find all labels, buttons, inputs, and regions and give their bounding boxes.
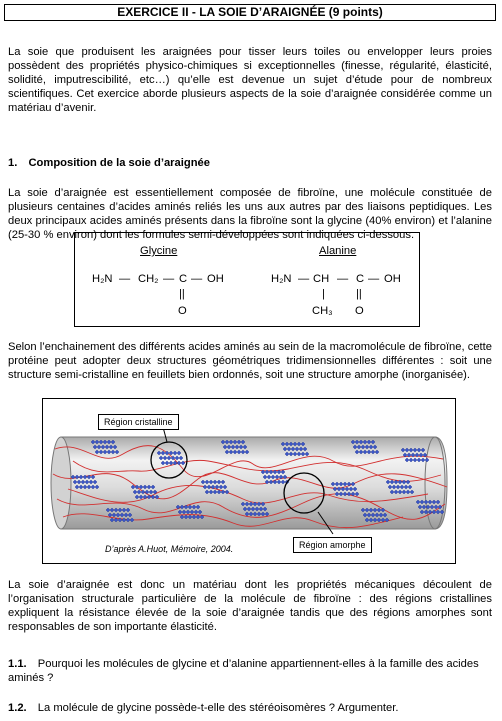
sheet-cluster <box>261 470 289 484</box>
composition-paragraph: La soie d’araignée est essentiellement composée de fibroïne, une molécule constituée de plusieurs centaines d’acides aminés reliés les uns aux autres par des liaisons peptidiques. Les deux principaux acides aminés présents dans la fibroïne sont la glycine (40% environ) et l’alanine (25-30 % environ) dont les formules semi-développées sont indiquées ci-dessous. <box>8 187 492 241</box>
alanine-oxygen: O <box>355 305 364 317</box>
amorphous-region-label: Région amorphe <box>293 537 372 553</box>
glycine-bond-1: — <box>119 273 131 285</box>
sheet-cluster <box>386 480 414 494</box>
alanine-ch3: CH₃ <box>312 305 333 317</box>
sheet-cluster <box>91 440 119 454</box>
section-1-number: 1. <box>8 157 18 169</box>
glycine-ch2: CH₂ <box>138 273 159 285</box>
exercise-title: EXERCICE II - LA SOIE D’ARAIGNÉE (9 points) <box>4 4 496 21</box>
alanine-oh: OH <box>384 273 401 285</box>
alanine-single-bond: | <box>322 288 325 300</box>
question-1-2-number: 1.2. <box>8 702 27 714</box>
structure-paragraph: Selon l’enchainement des différents acides aminés au sein de la macromolécule de fibroïne, cette protéine peut adopter deux structures géométriques tridimensionnelles différentes : soit une structure semi-cristalline en feuillets bien ordonnés, soit une structure amorphe (inorganisée). <box>8 341 492 381</box>
sheet-cluster <box>401 448 429 462</box>
question-1-1 <box>8 657 492 685</box>
glycine-carbon: C <box>179 273 188 285</box>
figure-credit: D’après A.Huot, Mémoire, 2004. <box>105 544 234 554</box>
glycine-name: Glycine <box>140 245 178 257</box>
properties-paragraph: La soie d’araignée est donc un matériau dont les propriétés mécaniques découlent de l’organisation structurale particulière de la molécule de fibroïne : des régions cristallines expliquent la résistance élevée de la soie d’araignée tandis que des régions amorphes sont responsables de son importante élasticité. <box>8 579 492 633</box>
alanine-bond-3: — <box>368 273 380 285</box>
sheet-cluster <box>157 451 185 465</box>
alanine-carbon: C <box>356 273 365 285</box>
glycine-bond-3: — <box>191 273 203 285</box>
question-1-1-text: Pourquoi les molécules de glycine et d’alanine appartiennent-elles à la famille des acides aminés ? <box>8 658 479 684</box>
sheet-cluster <box>201 480 229 494</box>
glycine-bond-2: — <box>163 273 175 285</box>
section-1-title: Composition de la soie d’araignée <box>28 157 210 169</box>
glycine-h2n: H₂N <box>92 273 113 285</box>
sheet-cluster <box>361 508 389 522</box>
sheet-cluster <box>416 500 444 514</box>
glycine-double-bond: || <box>179 288 185 300</box>
sheet-cluster <box>351 440 379 454</box>
formula-box <box>74 232 420 327</box>
glycine-oh: OH <box>207 273 224 285</box>
sheet-cluster <box>106 508 134 522</box>
sheet-cluster <box>71 475 99 489</box>
silk-structure-figure <box>42 398 456 564</box>
alanine-ch: CH <box>313 273 330 285</box>
sheet-cluster <box>241 502 269 516</box>
section-1-heading <box>8 157 210 169</box>
alanine-bond-1: — <box>298 273 310 285</box>
question-1-2-text: La molécule de glycine possède-t-elle des stéréoisomères ? Argumenter. <box>37 702 399 714</box>
question-1-2 <box>8 701 492 715</box>
crystalline-region-label: Région cristalline <box>98 414 179 430</box>
sheet-cluster <box>221 440 249 454</box>
sheet-cluster <box>176 505 204 519</box>
sheet-cluster <box>281 442 309 456</box>
sheet-cluster <box>131 485 159 499</box>
glycine-oxygen: O <box>178 305 187 317</box>
alanine-name: Alanine <box>319 245 357 257</box>
question-1-1-number: 1.1. <box>8 658 27 670</box>
alanine-h2n: H₂N <box>271 273 292 285</box>
alanine-bond-2: — <box>337 273 349 285</box>
alanine-double-bond: || <box>356 288 362 300</box>
sheet-cluster <box>331 482 359 496</box>
intro-paragraph: La soie que produisent les araignées pour tisser leurs toiles ou envelopper leurs proies possèdent des propriétés physico-chimiques si exceptionnelles (finesse, régularité, élasticité, solidité, imputrescibilité, etc…) qu’elle est devenue un sujet d’étude pour de nombreux scientifiques. Cet exercice aborde plusieurs aspects de la soie d’araignée considérée comme un matériau d’avenir. <box>8 46 492 114</box>
